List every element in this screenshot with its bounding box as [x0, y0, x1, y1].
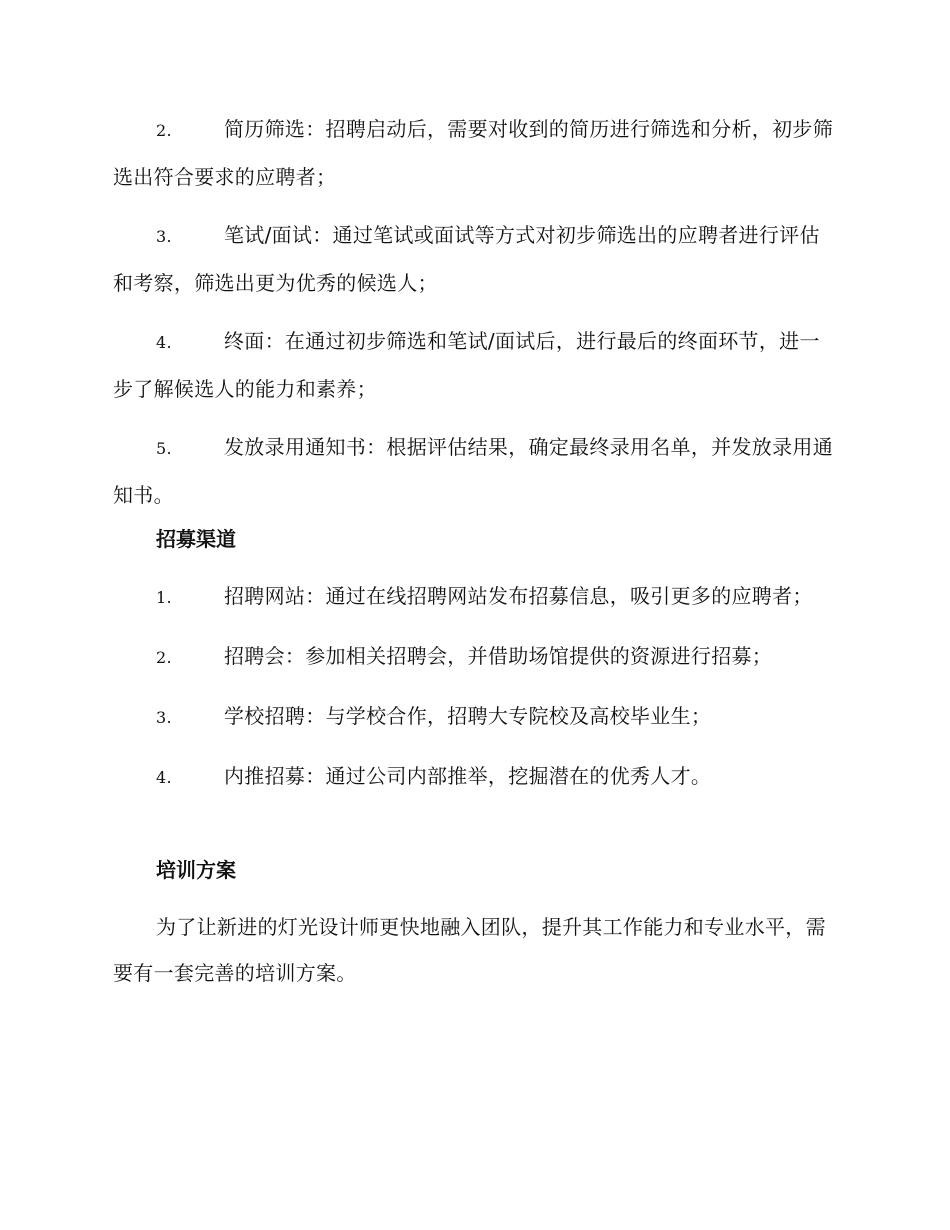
training-paragraph: 为了让新进的灯光设计师更快地融入团队，提升其工作能力和专业水平，需要有一套完善的培训方案。: [113, 915, 826, 985]
list-item: [113, 106, 838, 200]
list-item: [113, 318, 838, 412]
list-number: 2.: [156, 648, 172, 667]
list-number: 5.: [156, 439, 172, 458]
process-list: [113, 106, 838, 518]
list-number: 2.: [156, 121, 172, 140]
training-section: [113, 904, 838, 996]
list-number: 3.: [156, 708, 172, 727]
list-item: [113, 424, 838, 518]
list-number: 1.: [156, 588, 172, 607]
section-heading-channels: 招募渠道: [156, 527, 236, 551]
list-text: 简历筛选：招聘启动后，需要对收到的简历进行筛选和分析，初步筛选出符合要求的应聘者；: [113, 117, 833, 189]
list-item: [113, 693, 838, 741]
list-item: [113, 633, 838, 681]
list-text: 招聘网站：通过在线招聘网站发布招募信息，吸引更多的应聘者；: [224, 584, 813, 608]
section-heading-training: 培训方案: [156, 858, 236, 882]
list-text: 学校招聘：与学校合作，招聘大专院校及高校毕业生；: [224, 704, 712, 728]
list-item: [113, 753, 838, 801]
list-text: 发放录用通知书：根据评估结果，确定最终录用名单，并发放录用通知书。: [113, 435, 833, 507]
list-number: 3.: [156, 227, 172, 246]
list-text: 笔试/面试：通过笔试或面试等方式对初步筛选出的应聘者进行评估和考察，筛选出更为优秀的候选人；: [113, 223, 820, 295]
list-text: 招聘会：参加相关招聘会，并借助场馆提供的资源进行招募；: [224, 644, 773, 668]
list-number: 4.: [156, 333, 172, 352]
list-text: 内推招募：通过公司内部推举，挖掘潜在的优秀人才。: [224, 764, 712, 788]
list-item: [113, 573, 838, 621]
list-item: [113, 212, 838, 306]
list-number: 4.: [156, 768, 172, 787]
channels-list: [113, 573, 838, 801]
list-text: 终面：在通过初步筛选和笔试/面试后，进行最后的终面环节，进一步了解候选人的能力和素养；: [113, 329, 820, 401]
